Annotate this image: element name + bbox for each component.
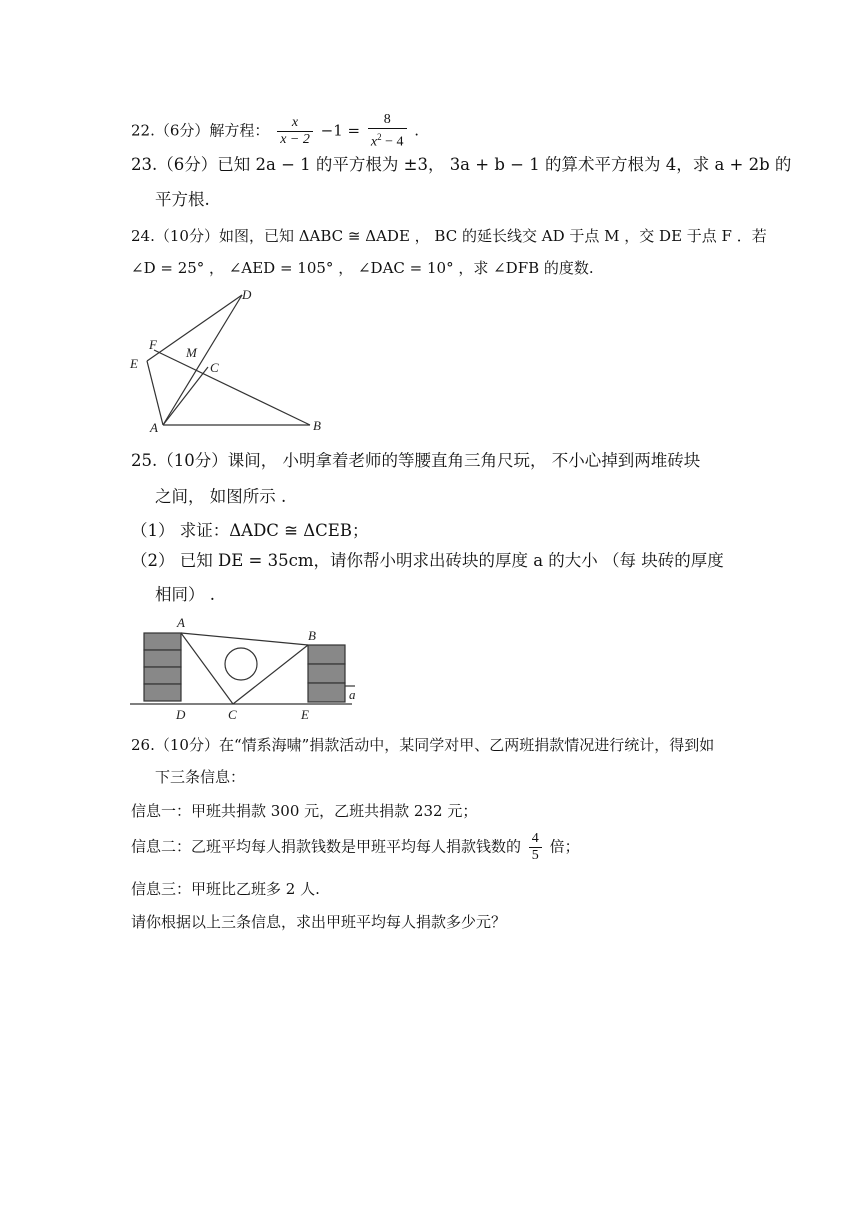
q26-info2-fraction: [529, 831, 542, 864]
q22-end: .: [414, 121, 420, 140]
q25-part2-line1: （2） 已知 DE = 35cm，请你帮小明求出砖块的厚度 a 的大小 （每 块砖的厚度: [131, 551, 724, 570]
q22-line: [131, 112, 419, 151]
q26-info1: 信息一：甲班共捐款 300 元，乙班共捐款 232 元；: [131, 802, 478, 820]
q24-line1: 24.（10分）如图，已知 ΔABC ≅ ΔADE ， BC 的延长线交 AD 于点 M ，交 DE 于点 F ．若: [131, 227, 767, 245]
q25-part1: （1） 求证：ΔADC ≅ ΔCEB；: [131, 521, 369, 540]
q22-label: 22.（6分）解方程：: [131, 121, 270, 140]
q26-info2-denominator: 5: [531, 848, 539, 863]
q22-f2-numerator: 8: [368, 112, 407, 129]
q22-minus-one: −1 =: [320, 121, 361, 140]
q22-f1-numerator: x: [277, 115, 313, 132]
label-F: F: [149, 337, 157, 352]
q22-fraction-1: [277, 115, 313, 148]
label-a: a: [349, 687, 356, 702]
label-E: E: [301, 707, 309, 722]
label-A: A: [177, 615, 185, 630]
label-M: M: [186, 345, 197, 360]
q26-line2: 下三条信息：: [155, 768, 246, 786]
q26-info2-post: 倍；: [549, 837, 580, 856]
q23-line1: 23.（6分）已知 2a − 1 的平方根为 ±3， 3a + b − 1 的算术平方根为 4，求 a + 2b 的: [131, 155, 792, 174]
label-A: A: [150, 420, 158, 435]
label-E: E: [130, 356, 138, 371]
q26-info2-pre: 信息二：乙班平均每人捐款钱数是甲班平均每人捐款钱数的: [131, 837, 522, 856]
q22-f2-den-exp: 2: [377, 132, 382, 142]
q22-f2-den-rest: − 4: [381, 134, 404, 150]
q25-figure: [130, 615, 370, 727]
q26-line1: 26.（10分）在“情系海啸”捐款活动中，某同学对甲、乙两班捐款情况进行统计，得到如: [131, 736, 715, 754]
q22-f2-den-base: x: [370, 134, 378, 150]
q26-info3: 信息三：甲班比乙班多 2 人.: [131, 880, 320, 898]
q22-fraction-2: [368, 112, 407, 151]
q26-ask: 请你根据以上三条信息，求出甲班平均每人捐款多少元？: [131, 913, 507, 931]
q25-line1: 25.（10分）课间， 小明拿着老师的等腰直角三角尺玩， 不小心掉到两堆砖块: [131, 451, 701, 470]
q24-figure: [125, 285, 335, 435]
label-B: B: [308, 628, 316, 643]
q23-line2: 平方根.: [155, 190, 210, 209]
q22-f2-denominator: [368, 129, 407, 151]
label-B: B: [313, 418, 321, 433]
label-D: D: [176, 707, 186, 722]
label-D: D: [242, 287, 252, 302]
q26-info2: [131, 831, 580, 864]
q25-part2-line2: 相同） .: [155, 585, 215, 604]
label-C: C: [228, 707, 237, 722]
q22-f1-denominator: x − 2: [280, 131, 310, 147]
q26-info2-numerator: 4: [529, 831, 542, 848]
q25-line2: 之间， 如图所示 .: [155, 487, 287, 506]
label-C: C: [210, 360, 219, 375]
q24-line2: ∠D = 25° ， ∠AED = 105° ， ∠DAC = 10° ，求 ∠DFB 的度数.: [131, 259, 594, 277]
